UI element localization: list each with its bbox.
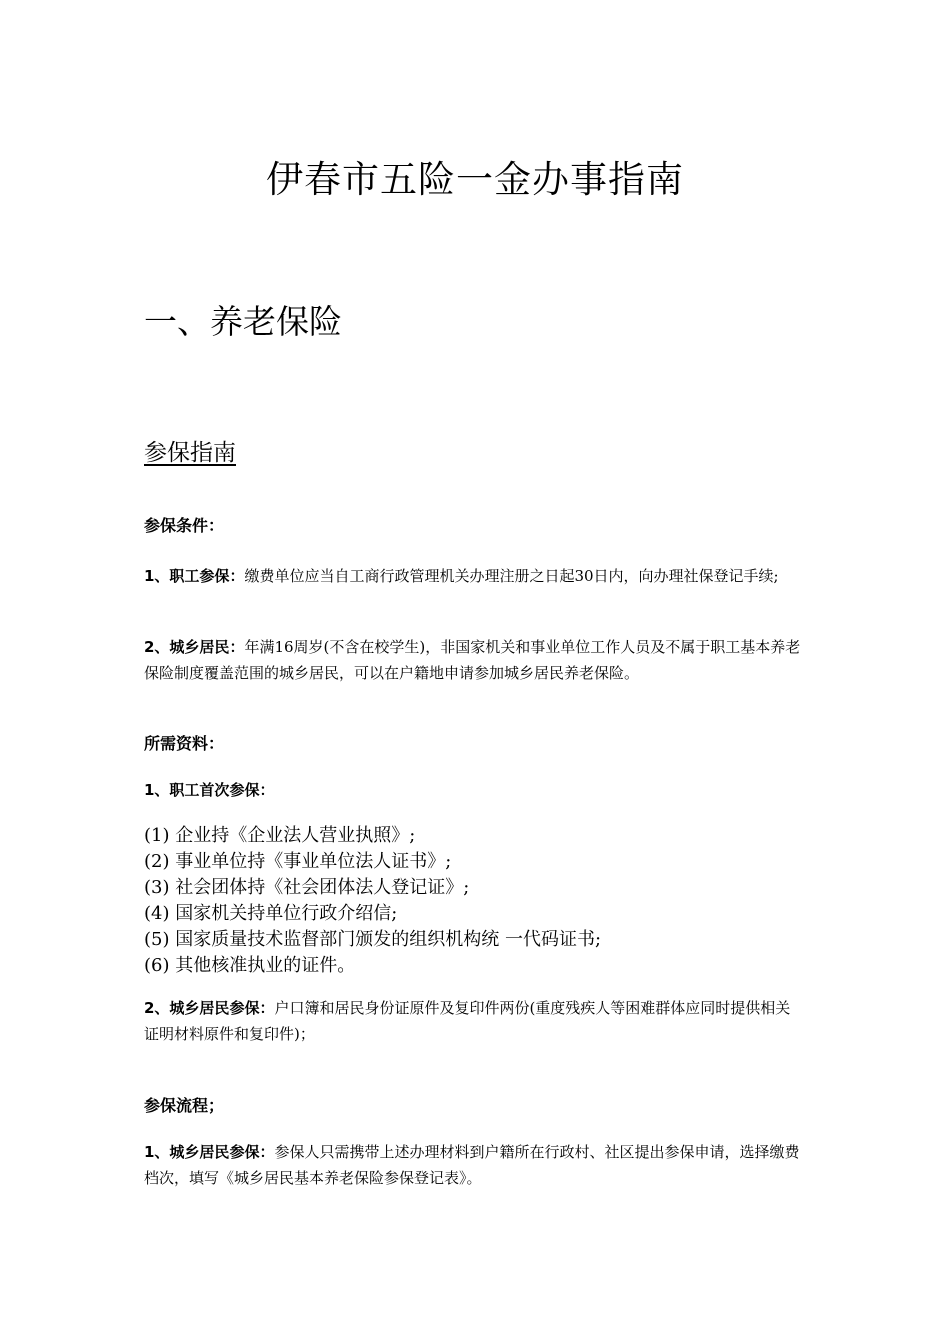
condition-resident-lead: 2、城乡居民： — [144, 638, 245, 656]
process-resident-lead: 1、城乡居民参保： — [144, 1143, 275, 1161]
conditions-label: 参保条件： — [144, 516, 225, 535]
resident-materials-lead: 2、城乡居民参保： — [144, 999, 275, 1017]
materials-label: 所需资料： — [144, 734, 225, 753]
condition-worker-text: 缴费单位应当自工商行政管理机关办理注册之日起30日内，向办理社保登记手续; — [244, 567, 779, 585]
section-heading-pension: 一、养老保险 — [144, 302, 342, 341]
process-resident-paragraph — [144, 1139, 804, 1191]
process-resident-text: 参保人只需携带上述办理材料到户籍所在行政村、社区提出参保申请，选择缴费档次，填写《城乡居民基本养老保险参保登记表》。 — [144, 1143, 800, 1187]
worker-first-enrollment-label: 1、职工首次参保： — [144, 781, 275, 799]
worker-materials-list — [144, 823, 804, 979]
condition-resident-text: 年满16周岁(不含在校学生)，非国家机关和事业单位工作人员及不属于职工基本养老保险制度覆盖范围的城乡居民，可以在户籍地申请参加城乡居民养老保险。 — [144, 638, 801, 682]
list-item: (6) 其他核准执业的证件。 — [144, 955, 356, 976]
document-title: 伊春市五险一金办事指南 — [266, 158, 684, 201]
list-item: (3) 社会团体持《社会团体法人登记证》; — [144, 877, 470, 898]
list-item: (1) 企业持《企业法人营业执照》; — [144, 825, 416, 846]
process-label: 参保流程； — [144, 1096, 225, 1115]
condition-worker-lead: 1、职工参保： — [144, 567, 245, 585]
condition-worker-paragraph — [144, 563, 804, 589]
resident-materials-paragraph — [144, 995, 804, 1047]
list-item: (4) 国家机关持单位行政介绍信; — [144, 903, 398, 924]
list-item: (2) 事业单位持《事业单位法人证书》; — [144, 851, 452, 872]
resident-materials-text: 户口簿和居民身份证原件及复印件两份(重度残疾人等困难群体应同时提供相关证明材料原件和复印件)； — [144, 999, 791, 1043]
list-item: (5) 国家质量技术监督部门颁发的组织机构统 一代码证书; — [144, 929, 602, 950]
subheading-enrollment-guide: 参保指南 — [144, 440, 236, 466]
condition-resident-paragraph — [144, 634, 804, 686]
